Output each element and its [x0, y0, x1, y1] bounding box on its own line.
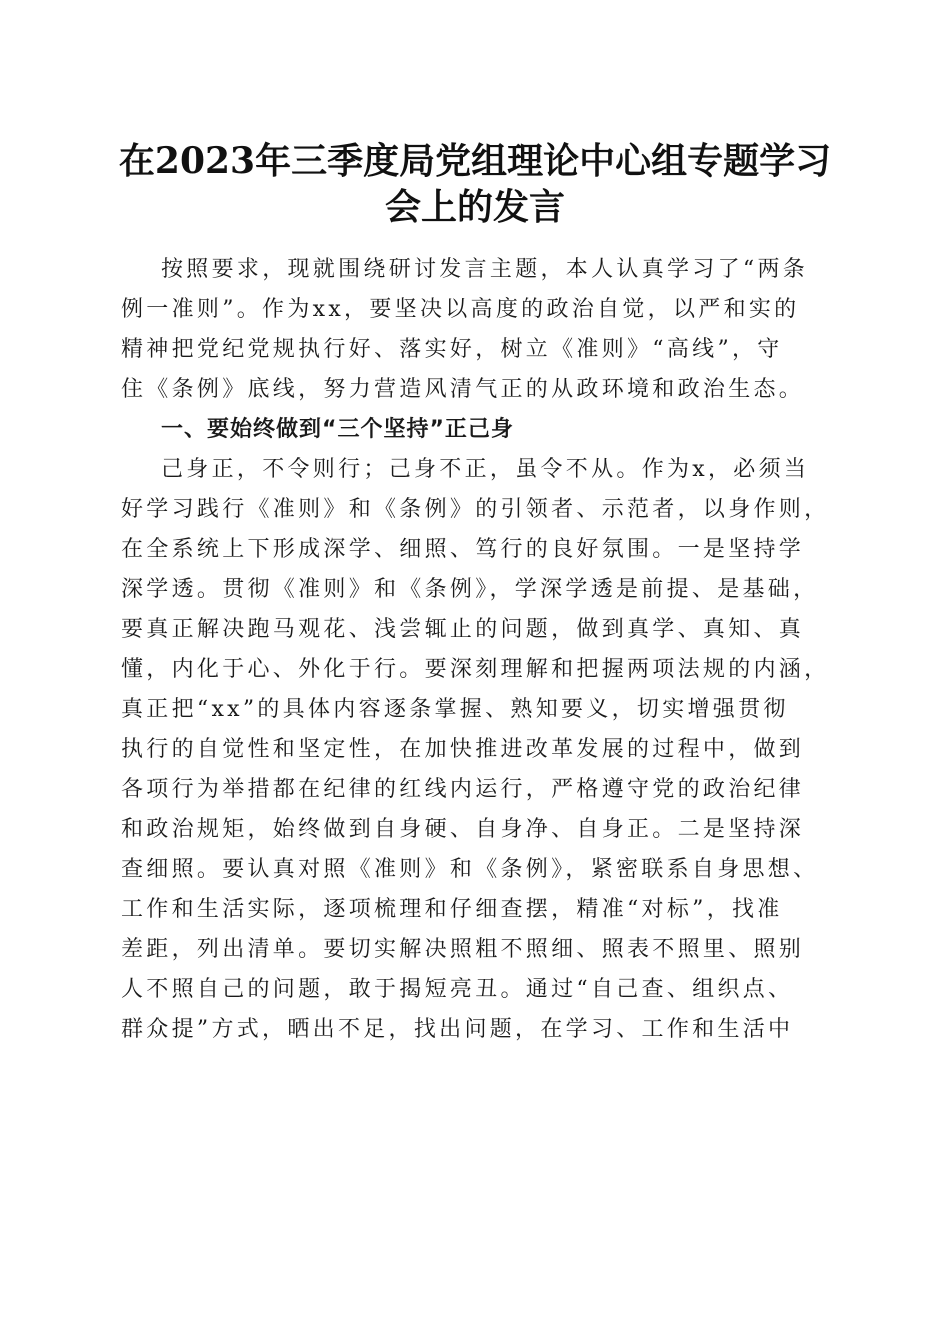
text-line: 懂，内化于心、外化于行。要深刻理解和把握两项法规的内涵，	[121, 657, 830, 682]
text-line: 精神把党纪党规执行好、落实好，树立《准则》“高线”，守	[121, 337, 783, 362]
text-line: 工作和生活实际，逐项梳理和仔细查摆，精准“对标”，找准	[121, 897, 783, 922]
title-line-1: 在2023年三季度局党组理论中心组专题学习	[118, 140, 832, 182]
text-line: 按照要求，现就围绕研讨发言主题，本人认真学习了“两条	[161, 257, 809, 282]
text-line: 差距，列出清单。要切实解决照粗不照细、照表不照里、照别	[121, 937, 805, 962]
text-line: 查细照。要认真对照《准则》和《条例》，紧密联系自身思想、	[121, 857, 819, 882]
text-line: 好学习践行《准则》和《条例》的引领者、示范者，以身作则，	[121, 497, 830, 522]
paragraph-section-1	[121, 450, 831, 1050]
text-line: 己身正，不令则行；己身不正，虽令不从。作为x，必须当	[161, 457, 810, 482]
title-line-2: 会上的发言	[384, 186, 565, 228]
text-line: 在全系统上下形成深学、细照、笃行的良好氛围。一是坚持学	[121, 537, 805, 562]
paragraph-intro	[121, 250, 831, 410]
section-heading: 一、要始终做到“三个坚持”正己身	[161, 417, 514, 442]
document-title	[100, 138, 850, 230]
text-line: 要真正解决跑马观花、浅尝辄止的问题，做到真学、真知、真	[121, 617, 805, 642]
text-line: 例一准则”。作为xx，要坚决以高度的政治自觉，以严和实的	[121, 297, 800, 322]
text-line: 人不照自己的问题，敢于揭短亮丑。通过“自己查、组织点、	[121, 977, 794, 1002]
text-line: 各项行为举措都在纪律的红线内运行，严格遵守党的政治纪律	[121, 777, 805, 802]
text-line: 真正把“xx”的具体内容逐条掌握、熟知要义，切实增强贯彻	[121, 697, 789, 722]
document-body	[121, 250, 831, 1050]
text-line: 群众提”方式，晒出不足，找出问题，在学习、工作和生活中	[121, 1017, 794, 1042]
text-line: 和政治规矩，始终做到自身硬、自身净、自身正。二是坚持深	[121, 817, 805, 842]
text-line: 深学透。贯彻《准则》和《条例》，学深学透是前提、是基础，	[121, 577, 819, 602]
text-line: 住《条例》底线，努力营造风清气正的从政环境和政治生态。	[121, 377, 805, 402]
text-line: 执行的自觉性和坚定性，在加快推进改革发展的过程中，做到	[121, 737, 805, 762]
